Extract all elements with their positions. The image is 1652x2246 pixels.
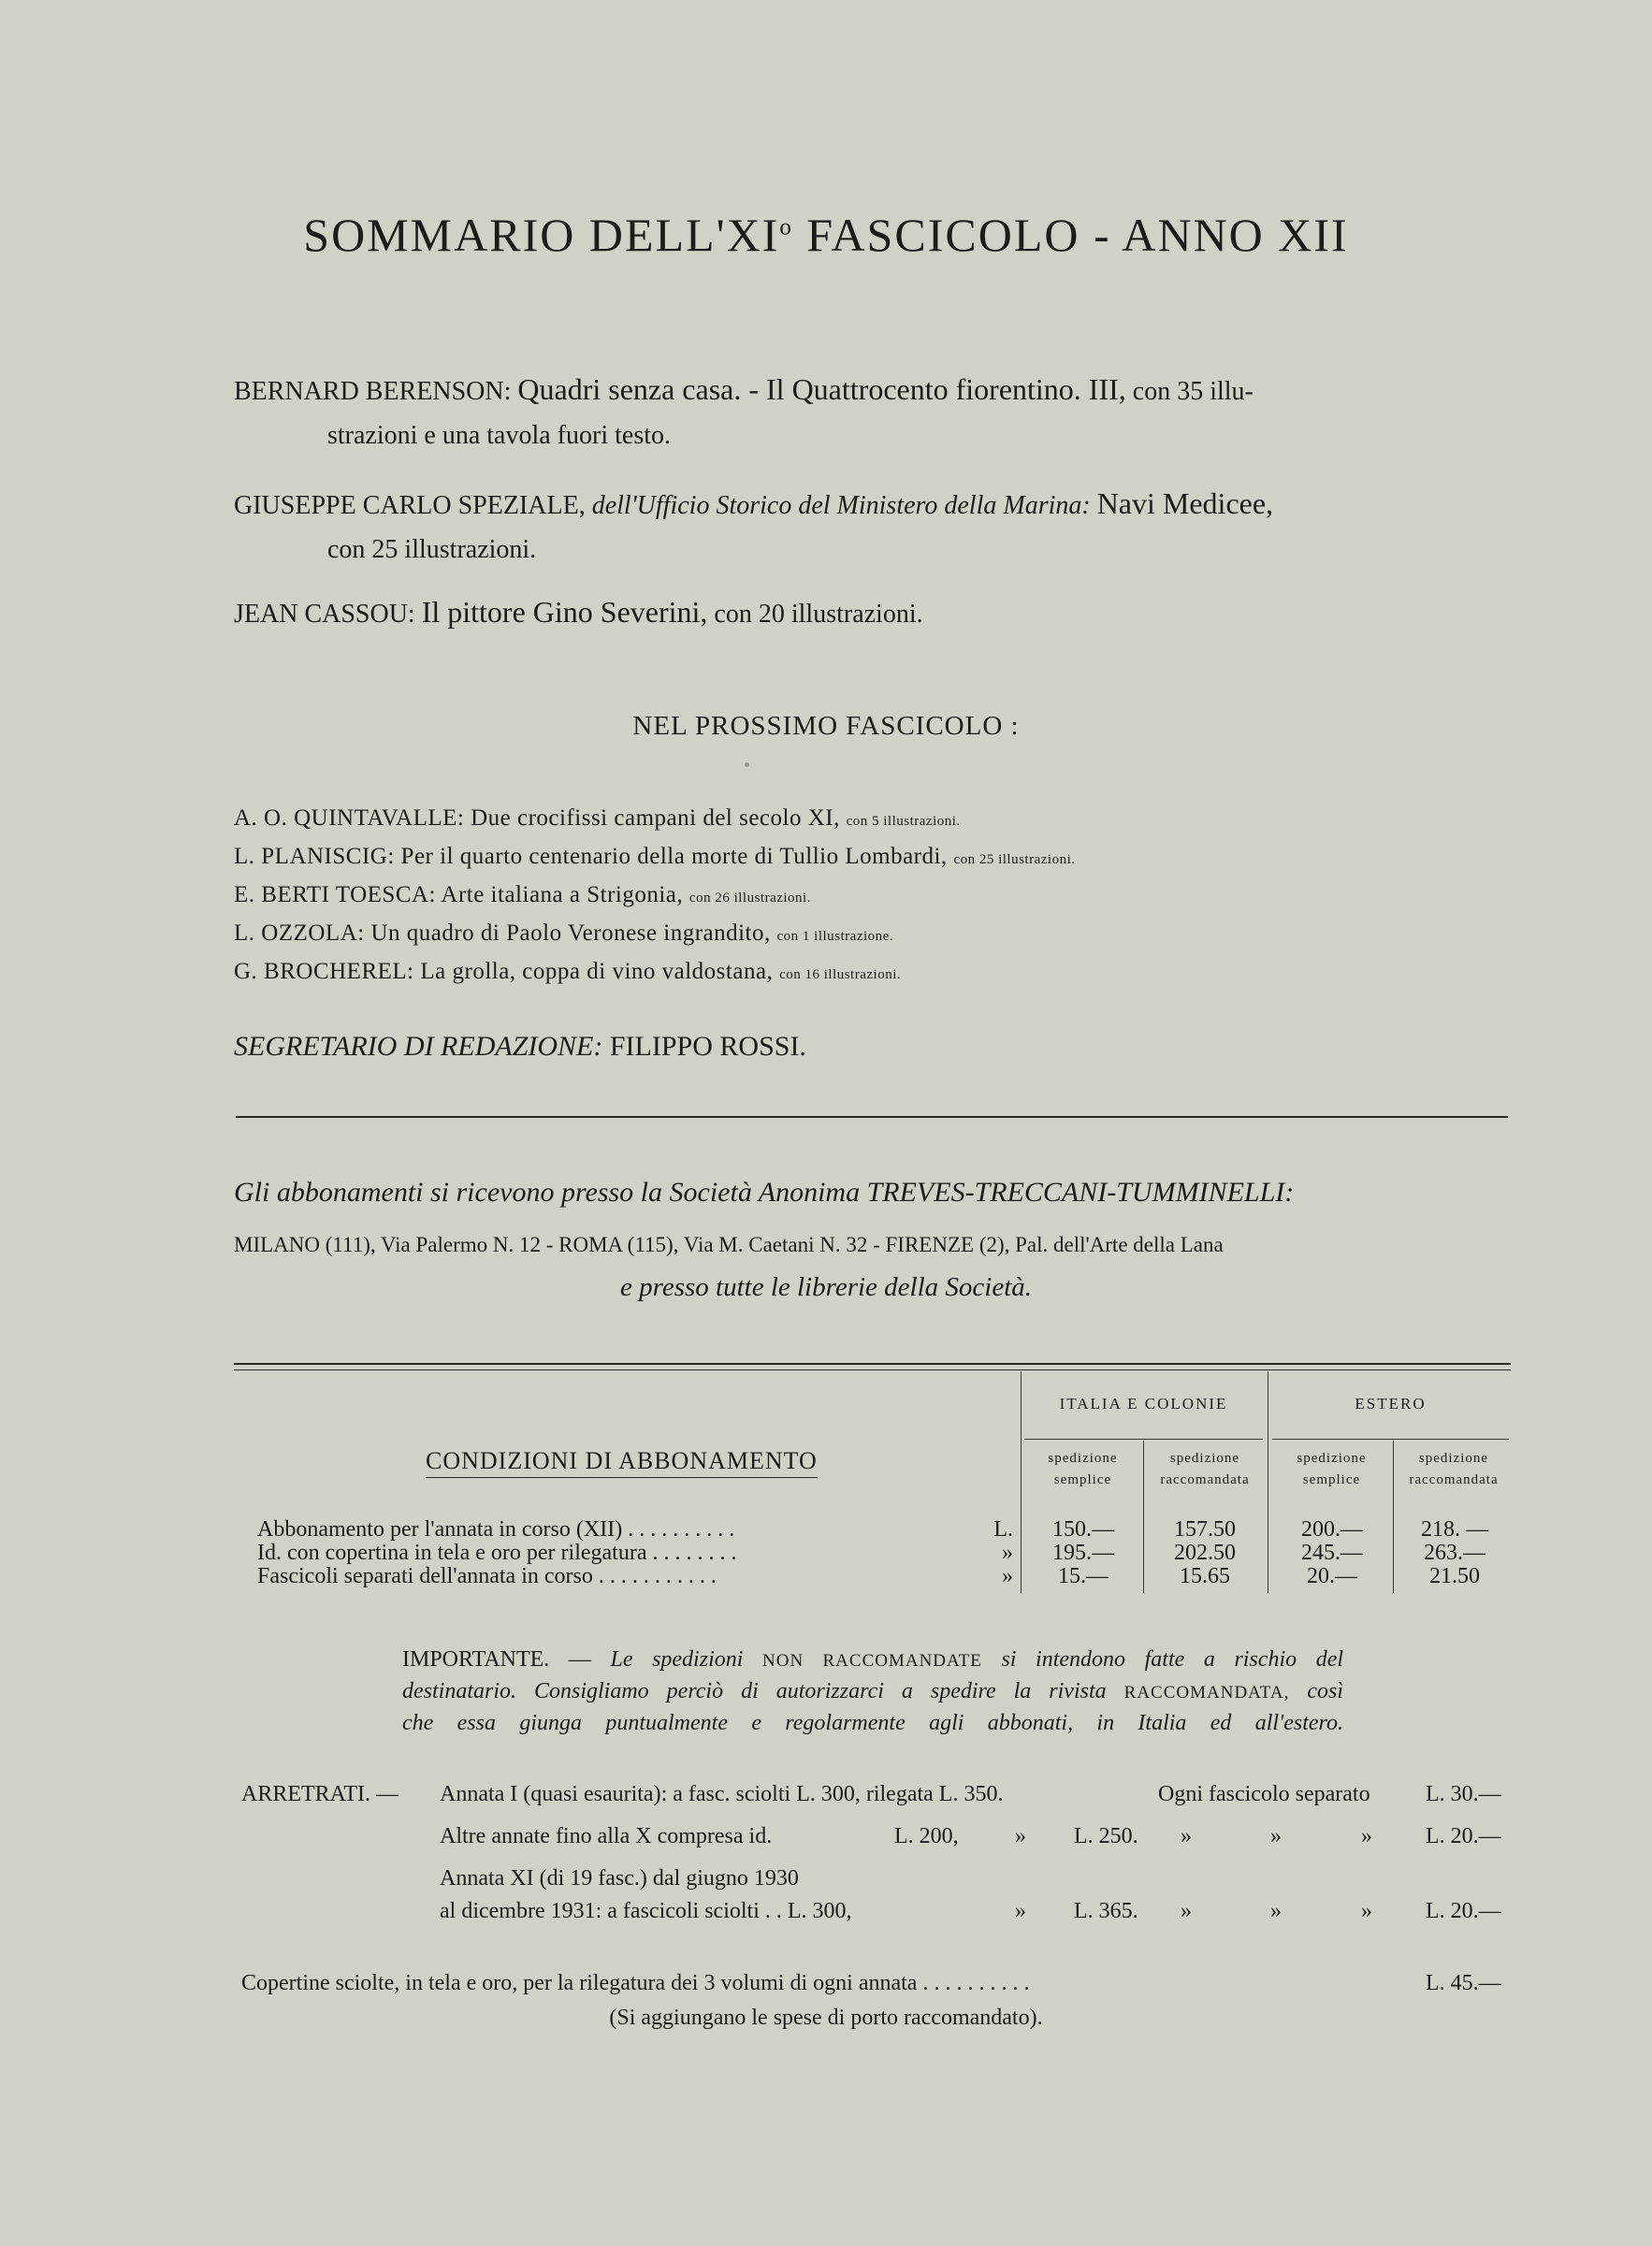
back-issues-cell: L. 250. <box>1074 1824 1138 1848</box>
back-issues-row: al dicembre 1931: a fascicoli sciolti . . L. 300, <box>440 1899 852 1923</box>
back-issues-cell: » <box>1015 1824 1026 1848</box>
list-item: L. PLANISCIG: Per il quarto centenario della morte di Tullio Lombardi, con 25 illustrazioni. <box>234 844 1076 869</box>
table-cell: 20.— <box>1307 1564 1357 1588</box>
important-notice: IMPORTANTE. — Le spedizioni NON RACCOMANDATE si intendono fatte a rischio del destinatario. Consigliamo perciò di autorizzarci a spedire la rivista RACCOMANDATA, così che essa giunga puntualmente e regolarmente agli abbonati, in Italia ed all'estero. <box>402 1647 1344 1735</box>
back-issues-cell: » <box>1361 1899 1372 1923</box>
table-divider <box>1393 1441 1394 1593</box>
column-group-italia: ITALIA E COLONIE <box>1059 1395 1228 1413</box>
list-item: G. BROCHEREL: La grolla, coppa di vino valdostana, con 16 illustrazioni. <box>234 959 902 984</box>
table-cell: 157.50 <box>1174 1517 1236 1542</box>
covers-price: L. 45.— <box>1426 1971 1501 1995</box>
table-cell: 15.65 <box>1180 1564 1230 1588</box>
subscription-addresses: MILANO (111), Via Palermo N. 12 - ROMA (115), Via M. Caetani N. 32 - FIRENZE (2), Pal. dell'Arte della Lana <box>234 1233 1224 1256</box>
divider <box>236 1116 1508 1118</box>
table-cell: 218. — <box>1421 1517 1488 1542</box>
column-header: spedizione semplice <box>1048 1451 1118 1487</box>
table-rule <box>1272 1439 1509 1440</box>
back-issues-cell: » <box>1270 1824 1282 1848</box>
table-cell: 200.— <box>1301 1517 1363 1542</box>
table-cell: 202.50 <box>1174 1541 1236 1565</box>
subscription-publisher: Gli abbonamenti si ricevono presso la Società Anonima TREVES-TRECCANI-TUMMINELLI: <box>234 1177 1295 1208</box>
table-cell: 245.— <box>1301 1541 1363 1565</box>
column-group-estero: ESTERO <box>1355 1395 1427 1413</box>
list-item: A. O. QUINTAVALLE: Due crocifissi campani del secolo XI, con 5 illustrazioni. <box>234 805 961 831</box>
back-issues-price: L. 20.— <box>1426 1899 1501 1923</box>
back-issues-row: Annata I (quasi esaurita): a fasc. sciolti L. 300, rilegata L. 350. <box>440 1782 1004 1806</box>
back-issues-cell: » <box>1270 1899 1282 1923</box>
column-header: spedizione semplice <box>1297 1451 1367 1487</box>
back-issues-row: Altre annate fino alla X compresa id. <box>440 1824 773 1848</box>
column-header: spedizione raccomandata <box>1409 1451 1499 1487</box>
table-divider <box>1021 1371 1022 1593</box>
table-row: Fascicoli separati dell'annata in corso . . . . . . . . . . . » <box>257 1564 1013 1588</box>
subscription-bookshops: e presso tutte le librerie della Società. <box>620 1272 1032 1302</box>
contents-item-speziale: GIUSEPPE CARLO SPEZIALE, dell'Ufficio Storico del Ministero della Marina: Navi Medicee, con 25 illustrazioni. <box>234 486 1274 564</box>
back-issues-cell: L. 200, <box>894 1824 959 1848</box>
contents-item-cassou: JEAN CASSOU: Il pittore Gino Severini, con 20 illustrazioni. <box>234 595 923 629</box>
table-cell: 150.— <box>1052 1517 1114 1542</box>
table-row: Id. con copertina in tela e oro per rilegatura . . . . . . . . » <box>257 1541 1013 1565</box>
covers-line: Copertine sciolte, in tela e oro, per la rilegatura dei 3 volumi di ogni annata . . . . . . . . . . <box>241 1971 1030 1995</box>
table-cell: 21.50 <box>1429 1564 1480 1588</box>
table-divider <box>1143 1441 1144 1593</box>
column-header: spedizione raccomandata <box>1160 1451 1250 1487</box>
back-issues-cell: L. 365. <box>1074 1899 1138 1923</box>
table-cell: 263.— <box>1424 1541 1485 1565</box>
back-issues-row: Annata XI (di 19 fasc.) dal giugno 1930 <box>440 1866 799 1891</box>
back-issues-cell: » <box>1015 1899 1026 1923</box>
ornament-dot <box>745 762 749 767</box>
table-rule <box>1024 1439 1263 1440</box>
covers-note: (Si aggiungano le spese di porto raccomandato). <box>609 2006 1043 2030</box>
back-issues-price: L. 30.— <box>1426 1782 1501 1806</box>
back-issues-cell: » <box>1181 1899 1192 1923</box>
table-cell: 15.— <box>1058 1564 1109 1588</box>
table-row: Abbonamento per l'annata in corso (XII) . . . . . . . . . . L. <box>257 1517 1013 1542</box>
back-issues-price: L. 20.— <box>1426 1824 1501 1848</box>
contents-item-berenson: BERNARD BERENSON: Quadri senza casa. - Il Quattrocento fiorentino. III, con 35 illu- strazioni e una tavola fuori testo. <box>234 372 1253 450</box>
back-issues-separate: Ogni fascicolo separato <box>1158 1782 1370 1806</box>
back-issues-cell: » <box>1181 1824 1192 1848</box>
page-title: SOMMARIO $DELL'XI^o$ FASCICOLO - ANNO XII <box>303 209 1349 261</box>
next-issue-list <box>234 801 1543 993</box>
double-rule-top <box>234 1363 1511 1365</box>
next-issue-heading: NEL PROSSIMO FASCICOLO : <box>632 711 1020 741</box>
double-rule-bottom <box>234 1369 1511 1370</box>
back-issues-cell: » <box>1361 1824 1372 1848</box>
back-issues-label: ARRETRATI. — <box>241 1782 399 1806</box>
list-item: L. OZZOLA: Un quadro di Paolo Veronese ingrandito, con 1 illustrazione. <box>234 920 894 946</box>
table-cell: 195.— <box>1052 1541 1114 1565</box>
editorial-secretary: SEGRETARIO DI REDAZIONE: FILIPPO ROSSI. <box>234 1031 806 1062</box>
conditions-heading: CONDIZIONI DI ABBONAMENTO <box>426 1447 818 1478</box>
list-item: E. BERTI TOESCA: Arte italiana a Strigonia, con 26 illustrazioni. <box>234 882 811 907</box>
